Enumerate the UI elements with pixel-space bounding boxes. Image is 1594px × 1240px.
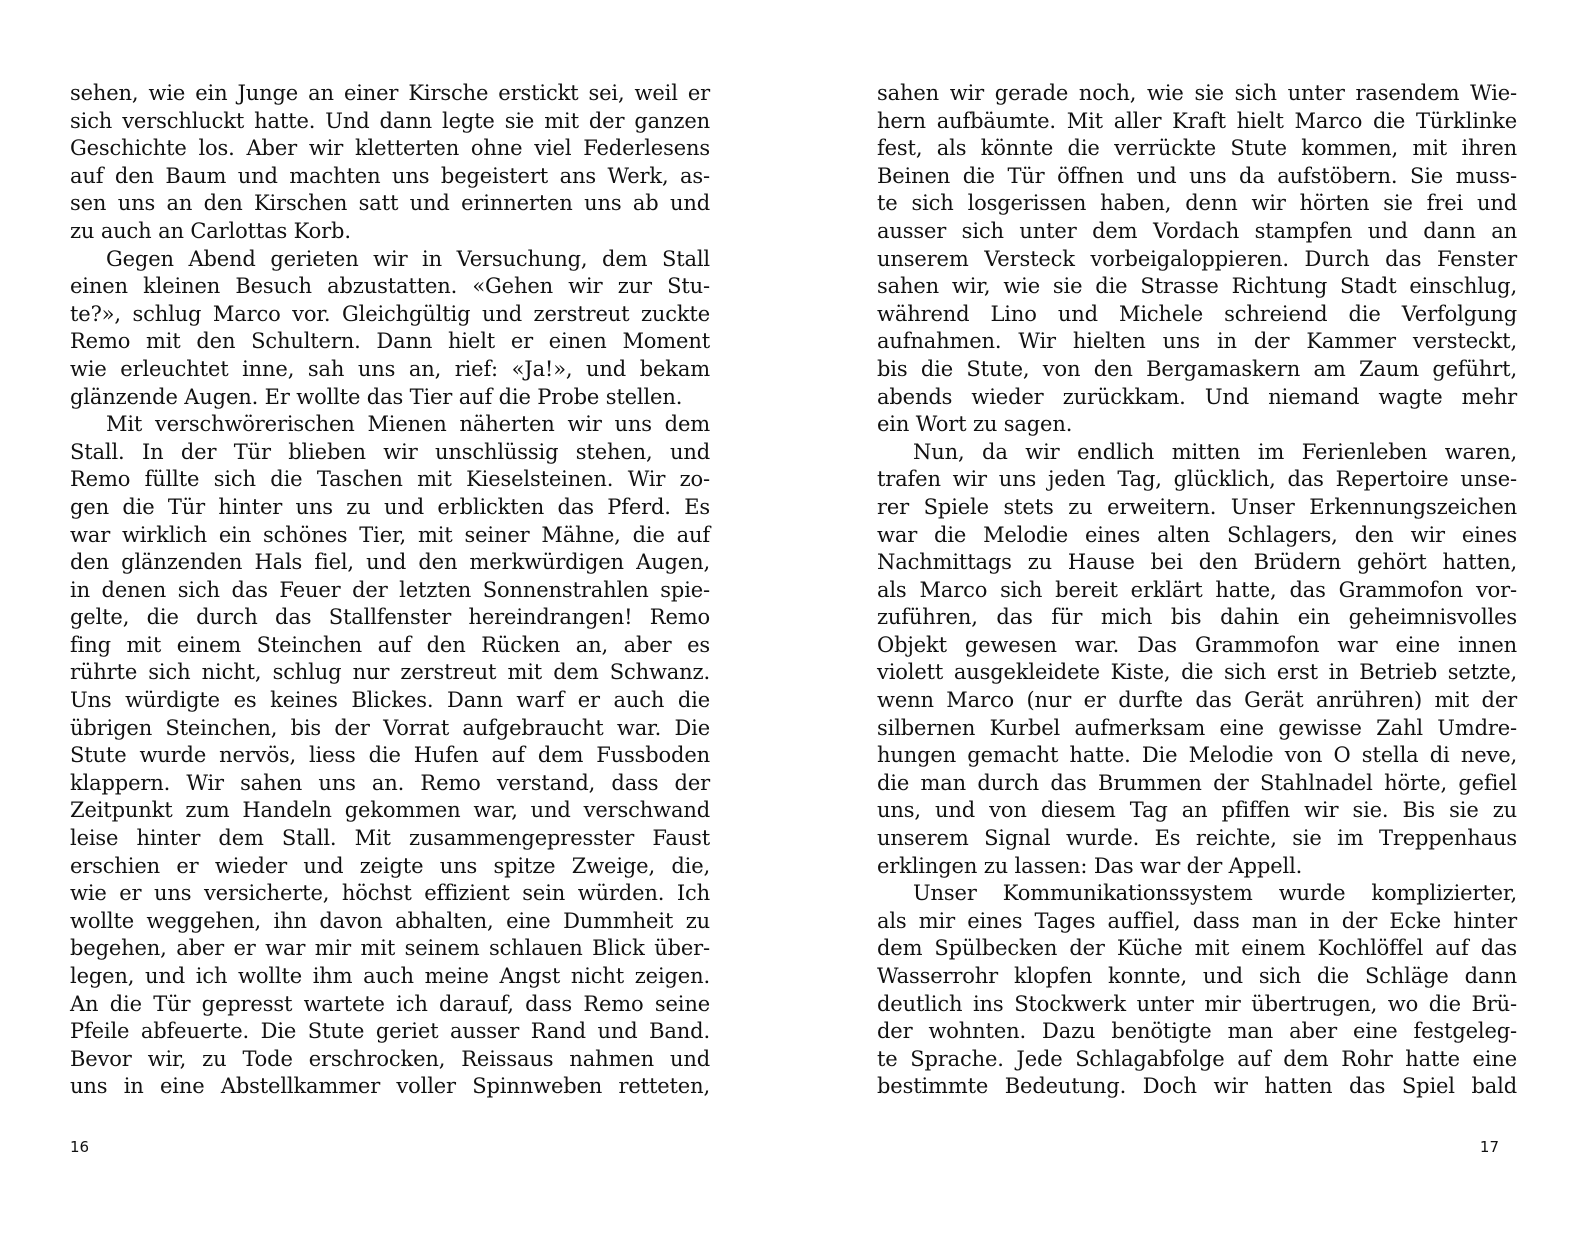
text-line: während Lino und Michele schreiend die Verfolgung — [877, 301, 1517, 326]
left-page-text — [70, 80, 710, 1101]
text-line: Wasserrohr klopfen konnte, und sich die Schläge dann — [877, 964, 1517, 988]
text-line: Stute wurde nervös, liess die Hufen auf dem Fussboden — [70, 743, 710, 768]
text-line: Objekt gewesen war. Das Grammofon war eine innen — [877, 632, 1517, 657]
text-line: trafen wir uns jeden Tag, glücklich, das Repertoire unse- — [877, 467, 1517, 492]
text-line: Nachmittags zu Hause bei den Brüdern gehört hatten, — [877, 550, 1517, 575]
text-line: sahen wir, wie sie die Strasse Richtung Stadt einschlug, — [877, 274, 1517, 299]
text-line: als mir eines Tages auffiel, dass man in der Ecke hinter — [877, 908, 1517, 933]
text-line: wie erleuchtet inne, sah uns an, rief: «Ja!», und bekam — [70, 356, 710, 381]
text-line: sich verschluckt hatte. Und dann legte sie mit der ganzen — [70, 108, 710, 133]
text-line: rührte sich nicht, schlug nur zerstreut mit dem Schwanz. — [70, 660, 710, 685]
text-line: Gegen Abend gerieten wir in Versuchung, dem Stall — [106, 246, 710, 271]
text-line: erschien er wieder und zeigte uns spitze Zweige, die, — [70, 853, 710, 878]
text-line: ausser sich unter dem Vordach stampfen und dann an — [877, 218, 1517, 243]
text-line: violett ausgekleidete Kiste, die sich erst in Betrieb setzte, — [877, 660, 1517, 685]
text-line: deutlich ins Stockwerk unter mir übertrugen, wo die Brü- — [877, 991, 1517, 1016]
text-line: glänzende Augen. Er wollte das Tier auf die Probe stellen. — [70, 384, 683, 409]
text-line: Bevor wir, zu Tode erschrocken, Reissaus nahmen und — [70, 1046, 710, 1071]
text-line: sen uns an den Kirschen satt und erinnerten uns ab und — [70, 191, 710, 216]
text-line: te?», schlug Marco vor. Gleichgültig und zerstreut zuckte — [70, 301, 710, 326]
text-line: te Sprache. Jede Schlagabfolge auf dem Rohr hatte eine — [877, 1046, 1517, 1071]
text-line: uns in eine Abstellkammer voller Spinnweben retteten, — [70, 1074, 710, 1099]
page-number: 16 — [70, 1138, 90, 1156]
text-line: zuführen, das für mich bis dahin ein geheimnisvolles — [877, 605, 1517, 630]
text-line: erklingen zu lassen: Das war der Appell. — [877, 853, 1303, 878]
text-line: Remo füllte sich die Taschen mit Kieselsteinen. Wir zo- — [70, 467, 710, 492]
text-line: dem Spülbecken der Küche mit einem Kochlöffel auf das — [877, 936, 1517, 961]
text-line: klappern. Wir sahen uns an. Remo verstand, dass der — [70, 770, 710, 795]
text-line: sahen wir gerade noch, wie sie sich unter rasendem Wie- — [877, 81, 1517, 105]
text-line: ein Wort zu sagen. — [877, 412, 1073, 437]
text-line: Mit verschwörerischen Mienen näherten wir uns dem — [106, 412, 710, 437]
text-line: zu auch an Carlottas Korb. — [70, 218, 351, 243]
text-line: An die Tür gepresst wartete ich darauf, dass Remo seine — [70, 991, 710, 1016]
text-line: fest, als könnte die verrückte Stute kommen, mit ihren — [877, 136, 1517, 161]
text-line: hern aufbäumte. Mit aller Kraft hielt Marco die Türklinke — [877, 108, 1517, 133]
text-line: als Marco sich bereit erklärt hatte, das Grammofon vor- — [877, 577, 1517, 602]
text-line: war wirklich ein schönes Tier, mit seiner Mähne, die auf — [70, 522, 710, 547]
text-line: Beinen die Tür öffnen und uns da aufstöbern. Sie muss- — [877, 163, 1517, 188]
text-line: unserem Signal wurde. Es reichte, sie im Treppenhaus — [877, 826, 1517, 851]
text-line: war die Melodie eines alten Schlagers, den wir eines — [877, 522, 1517, 547]
text-line: Nun, da wir endlich mitten im Ferienleben waren, — [913, 439, 1517, 464]
text-line: gelte, die durch das Stallfenster hereindrangen! Remo — [70, 605, 710, 630]
text-line: die man durch das Brummen der Stahlnadel hörte, gefiel — [877, 770, 1517, 795]
text-line: abends wieder zurückkam. Und niemand wagte mehr — [877, 384, 1517, 409]
text-line: silbernen Kurbel aufmerksam eine gewisse Zahl Umdre- — [877, 715, 1517, 740]
text-line: übrigen Steinchen, bis der Vorrat aufgebraucht war. Die — [70, 715, 710, 740]
text-line: legen, und ich wollte ihm auch meine Angst nicht zeigen. — [70, 964, 710, 988]
text-line: unserem Versteck vorbeigaloppieren. Durch das Fenster — [877, 246, 1517, 271]
text-line: Uns würdigte es keines Blickes. Dann warf er auch die — [70, 688, 710, 713]
text-line: gen die Tür hinter uns zu und erblickten das Pferd. Es — [70, 494, 710, 519]
text-line: hungen gemacht hatte. Die Melodie von O stella di neve, — [877, 743, 1517, 768]
text-line: auf den Baum und machten uns begeistert ans Werk, as- — [70, 163, 710, 188]
text-line: den glänzenden Hals fiel, und den merkwürdigen Augen, — [70, 550, 710, 575]
text-line: Pfeile abfeuerte. Die Stute geriet ausser Rand und Band. — [70, 1019, 710, 1044]
text-line: aufnahmen. Wir hielten uns in der Kammer versteckt, — [877, 329, 1517, 354]
right-page-text — [877, 80, 1517, 1101]
text-line: einen kleinen Besuch abzustatten. «Gehen wir zur Stu- — [70, 274, 710, 299]
text-line: te sich losgerissen haben, denn wir hörten sie frei und — [877, 191, 1517, 216]
text-line: rer Spiele stets zu erweitern. Unser Erkennungszeichen — [877, 494, 1517, 519]
text-line: uns, und von diesem Tag an pfiffen wir sie. Bis sie zu — [877, 798, 1517, 823]
text-line: in denen sich das Feuer der letzten Sonnenstrahlen spie- — [70, 577, 710, 602]
text-line: bestimmte Bedeutung. Doch wir hatten das Spiel bald — [877, 1074, 1517, 1099]
text-line: fing mit einem Steinchen auf den Rücken an, aber es — [70, 632, 710, 657]
text-line: Geschichte los. Aber wir kletterten ohne viel Federlesens — [70, 136, 710, 161]
text-line: der wohnten. Dazu benötigte man aber eine festgeleg- — [877, 1019, 1517, 1044]
text-line: wenn Marco (nur er durfte das Gerät anrühren) mit der — [877, 688, 1517, 713]
text-line: bis die Stute, von den Bergamaskern am Zaum geführt, — [877, 356, 1517, 381]
text-line: Remo mit den Schultern. Dann hielt er einen Moment — [70, 329, 710, 354]
text-line: wollte weggehen, ihn davon abhalten, eine Dummheit zu — [70, 908, 710, 933]
text-line: begehen, aber er war mir mit seinem schlauen Blick über- — [70, 936, 710, 961]
text-line: wie er uns versicherte, höchst effizient sein würden. Ich — [70, 881, 710, 906]
text-line: Zeitpunkt zum Handeln gekommen war, und verschwand — [70, 798, 710, 823]
page-number: 17 — [1479, 1138, 1499, 1156]
text-line: Unser Kommunikationssystem wurde komplizierter, — [913, 881, 1517, 906]
text-line: leise hinter dem Stall. Mit zusammengepresster Faust — [70, 826, 710, 851]
text-line: sehen, wie ein Junge an einer Kirsche erstickt sei, weil er — [70, 81, 710, 105]
text-line: Stall. In der Tür blieben wir unschlüssig stehen, und — [70, 439, 710, 464]
right-page — [797, 0, 1594, 1240]
